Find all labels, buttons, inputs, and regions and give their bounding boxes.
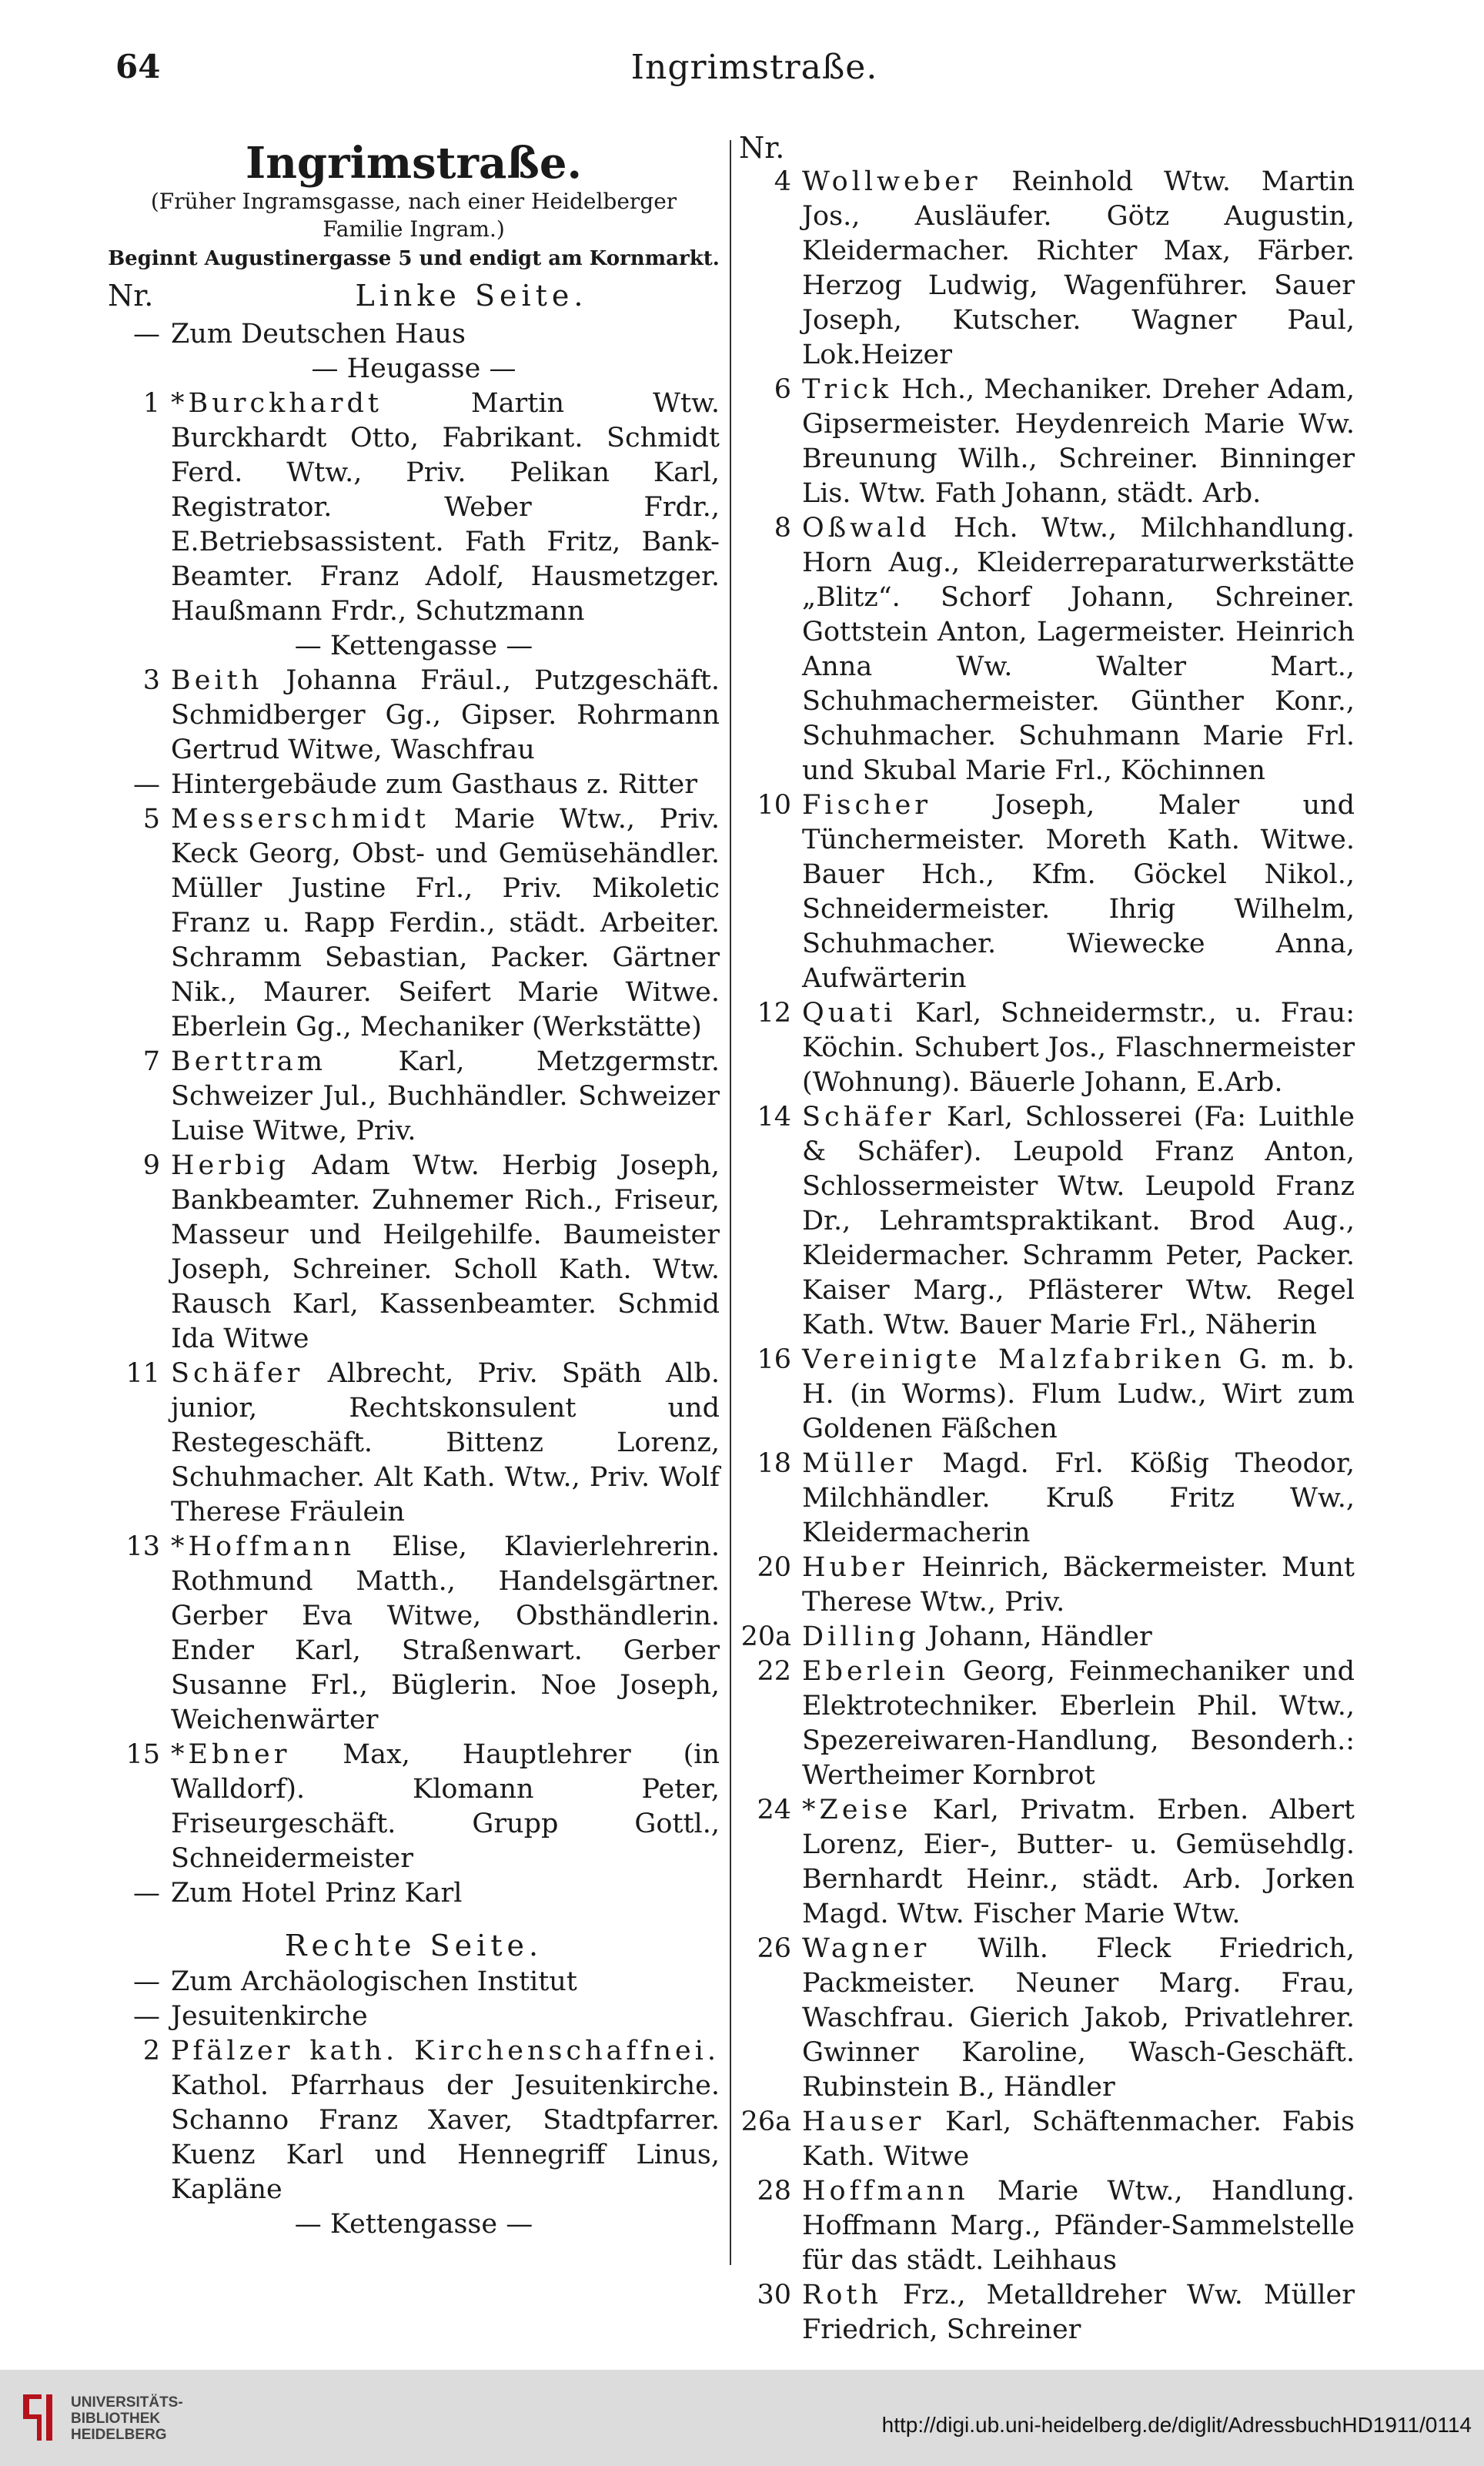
residents-text: Hintergebäude zum Gasthaus z. Ritter [171,769,697,800]
residents-text: Reinhold Wtw. Martin Jos., Ausläufer. Götz Augustin, Kleidermacher. Richter Max, Färber. Herzog Ludwig, Wagenführer. Sauer Joseph, Kutscher. Wagner Paul, Lok.Heizer [802,166,1355,370]
house-number: 3 [142,665,160,696]
residents-text: Johann, Händler [919,1621,1152,1652]
entry-text [791,2174,1355,2278]
residents-text: Hch., Mechaniker. Dreher Adam, Gipsermeister. Heydenreich Marie Ww. Breunung Wilh., Schreiner. Binninger Lis. Wtw. Fath Johann, städt. Arb. [802,374,1355,509]
entry-text [791,1793,1355,1932]
house-number: — [133,1878,160,1909]
running-title: Ingrimstraße. [630,48,878,87]
left-side-label: Linke Seite. [355,279,588,313]
address-entry [739,1620,1355,1655]
owner-name: *Hoffmann [171,1531,356,1562]
owner-name: *Zeise [802,1795,912,1825]
entry-text [791,1932,1355,2105]
owner-name: *Burckhardt [171,388,383,419]
address-entry [108,1045,720,1149]
house-number: 15 [125,1739,160,1770]
entry-text [791,511,1355,788]
house-number: 12 [757,998,791,1029]
address-entry [739,1551,1355,1620]
entry-text [160,1738,720,1876]
residents-text: Marie Wtw., Priv. Keck Georg, Obst- und Gemüsehändler. Müller Justine Frl., Priv. Mikoletic Franz u. Rapp Ferdin., städt. Arbeiter. Schramm Sebastian, Packer. Gärtner Nik., Maurer. Seifert Marie Witwe. Eberlein Gg., Mechaniker (Werkstätte) [171,804,720,1042]
street-range: Beginnt Augustinergasse 5 und endigt am Kornmarkt. [108,247,720,270]
library-logo-icon[interactable] [18,2391,57,2444]
house-number: 9 [142,1150,160,1181]
residents-text: Georg, Feinmechaniker und Elektrotechniker. Eberlein Phil. Wtw., Spezereiwaren-Handlung, Besonderh.: Wertheimer Kornbrot [802,1656,1355,1791]
house-number: 20a [740,1621,791,1652]
entry-text [160,1876,720,1911]
residents-text: Kathol. Pfarrhaus der Jesuitenkirche. Schanno Franz Xaver, Stadtpfarrer. Kuenz Karl und Hennegriff Linus, Kapläne [171,2070,720,2205]
owner-name: Vereinigte Malzfabriken [802,1344,1225,1375]
residents-text: Karl, Schäftenmacher. Fabis Kath. Witwe [802,2106,1355,2172]
library-name [71,2394,183,2443]
footer-bar [0,2370,1484,2466]
residents-text: Heinrich, Bäckermeister. Munt Therese Wtw., Priv. [802,1552,1355,1618]
address-entry [108,802,720,1045]
entry-text [791,2105,1355,2174]
residents-text: Wilh. Fleck Friedrich, Packmeister. Neuner Marg. Frau, Waschfrau. Gierich Jakob, Privatlehrer. Gwinner Karoline, Wasch-Geschäft. Rubinstein B., Händler [802,1933,1355,2103]
owner-name: Quati [802,998,897,1029]
address-entry [739,2278,1355,2347]
entry-text [791,1620,1355,1655]
owner-name: Pfälzer kath. Kirchenschaffnei. [171,2036,720,2066]
owner-name: Oßwald [802,513,931,544]
house-number: 8 [774,513,791,544]
library-name-line: UNIVERSITÄTS- [71,2394,183,2411]
house-number: 4 [774,166,791,197]
address-entry [739,2174,1355,2278]
entry-text [160,1045,720,1149]
street-former-name: (Früher Ingramsgasse, nach einer Heidelberger Familie Ingram.) [150,189,677,242]
right-side-heading: Rechte Seite. [284,1929,543,1962]
house-number: — [133,1966,160,1997]
house-number: 13 [125,1531,160,1562]
residents-text: Jesuitenkirche [171,2001,368,2032]
entry-text [791,2278,1355,2347]
house-number: 20 [757,1552,791,1583]
entry-text [160,1965,720,1999]
page-header [108,48,1401,94]
address-entry [108,317,720,352]
address-entry [739,165,1355,373]
entry-text [160,664,720,768]
owner-name: Berttram [171,1046,327,1077]
address-entry [108,1738,720,1876]
owner-name: Beith [171,665,263,696]
owner-name: Wagner [802,1933,931,1964]
owner-name: Huber [802,1552,908,1583]
residents-text: Adam Wtw. Herbig Joseph, Bankbeamter. Zuhnemer Rich., Friseur, Masseur und Heilgehilfe. Baumeister Joseph, Schreiner. Scholl Kath. Wtw. Rausch Karl, Kassenbeamter. Schmid Ida Witwe [171,1150,720,1354]
entry-text [160,1999,720,2034]
library-name-line: BIBLIOTHEK [71,2411,161,2427]
house-number: 6 [774,374,791,405]
entry-text [791,373,1355,511]
owner-name: Messerschmidt [171,804,429,835]
residents-text: G. m. b. H. (in Worms). Flum Ludw., Wirt zum Goldenen Fäßchen [802,1344,1355,1444]
entry-text [791,165,1355,373]
entry-text [160,1357,720,1530]
residents-text: Zum Archäologischen Institut [171,1966,577,1997]
nr-label: Nr. [108,279,154,313]
entry-text [791,1447,1355,1551]
entry-text [791,1343,1355,1447]
address-entry [108,664,720,768]
residents-text: Karl, Privatm. Erben. Albert Lorenz, Eier-, Butter- u. Gemüsehdlg. Bernhardt Heinr., städt. Arb. Jorken Magd. Wtw. Fischer Marie Wtw. [802,1795,1355,1929]
page-number: 64 [115,48,161,85]
address-entry [108,386,720,629]
address-entry [108,1149,720,1357]
house-number: 28 [757,2176,791,2207]
residents-text: Hch. Wtw., Milchhandlung. Horn Aug., Kleiderreparaturwerkstätte „Blitz“. Schorf Johann, Schreiner. Gottstein Anton, Lagermeister. Heinrich Anna Ww. Walter Mart., Schuhmachermeister. Günther Konr., Schuhmacher. Schuhmann Marie Frl. und Skubal Marie Frl., Köchinnen [802,513,1355,786]
address-entry [739,1655,1355,1793]
entry-text [791,1100,1355,1343]
owner-name: *Ebner [171,1739,291,1770]
address-entry [108,1965,720,1999]
owner-name: Roth [802,2280,883,2310]
house-number: 26a [740,2106,791,2137]
address-entry [739,511,1355,788]
right-column [739,131,1355,2347]
house-number: — [133,319,160,350]
entry-text [160,317,720,352]
house-number: 16 [757,1344,791,1375]
entry-text [160,1530,720,1738]
residents-text: Karl, Metzgermstr. Schweizer Jul., Buchhändler. Schweizer Luise Witwe, Priv. [171,1046,720,1146]
owner-name: Schäfer [802,1102,935,1133]
address-entry [739,1100,1355,1343]
house-number: 7 [142,1046,160,1077]
entry-text [160,1149,720,1357]
house-number: 1 [142,388,160,419]
owner-name: Hauser [802,2106,925,2137]
entry-text [791,1551,1355,1620]
cross-street: — Kettengasse — [294,631,533,661]
house-number: 5 [142,804,160,835]
address-entry [739,1447,1355,1551]
residents-text: Zum Hotel Prinz Karl [171,1878,463,1909]
residents-text: Frz., Metalldreher Ww. Müller Friedrich, Schreiner [802,2280,1355,2345]
column-divider [730,140,731,2265]
residents-text: Karl, Schlosserei (Fa: Luithle & Schäfer). Leupold Franz Anton, Schlossermeister Wtw. Leupold Franz Dr., Lehramtspraktikant. Brod Aug., Kleidermacher. Schramm Peter, Packer. Kaiser Marg., Pflästerer Wtw. Regel Kath. Wtw. Bauer Marie Frl., Näherin [802,1102,1355,1340]
residents-text: Albrecht, Priv. Späth Alb. junior, Rechtskonsulent und Restegeschäft. Bittenz Lorenz, Schuhmacher. Alt Kath. Wtw., Priv. Wolf Therese Fräulein [171,1358,720,1527]
entry-text [160,2034,720,2207]
address-entry [739,996,1355,1100]
entry-text [791,996,1355,1100]
right-entries [739,165,1355,2347]
address-entry [739,373,1355,511]
entry-text [160,768,720,802]
owner-name: Schäfer [171,1358,304,1389]
entry-text [160,802,720,1045]
residents-text: Martin Wtw. Burckhardt Otto, Fabrikant. Schmidt Ferd. Wtw., Priv. Pelikan Karl, Registrator. Weber Frdr., E.Betriebsassistent. Fath Fritz, Bank-Beamter. Franz Adolf, Hausmetzger. Haußmann Frdr., Schutzmann [171,388,720,627]
address-entry [108,1357,720,1530]
owner-name: Dilling [802,1621,920,1652]
address-entry [739,1793,1355,1932]
house-number: 24 [757,1795,791,1825]
owner-name: Müller [802,1448,917,1479]
cross-street: — Kettengasse — [294,2209,533,2240]
owner-name: Wollweber [802,166,981,197]
street-title: Ingrimstraße. [246,138,582,189]
house-number: 30 [757,2280,791,2310]
address-entry [739,788,1355,996]
owner-name: Trick [802,374,893,405]
right-nr-label: Nr. [739,131,785,165]
residents-text: Joseph, Maler und Tünchermeister. Moreth Kath. Witwe. Bauer Hch., Kfm. Göckel Nikol., Schneidermeister. Ihrig Wilhelm, Schuhmacher. Wiewecke Anna, Aufwärterin [802,790,1355,994]
entry-text [791,1655,1355,1793]
owner-name: Herbig [171,1150,289,1181]
house-number: 26 [757,1933,791,1964]
address-entry [739,1932,1355,2105]
owner-name: Fischer [802,790,932,821]
owner-name: Eberlein [802,1656,950,1687]
house-number: 2 [142,2036,160,2066]
cross-street: — Heugasse — [311,353,516,384]
address-entry [108,1999,720,2034]
left-side-heading [108,274,720,317]
house-number: — [133,2001,160,2032]
house-number: — [133,769,160,800]
house-number: 10 [757,790,791,821]
address-entry [108,2034,720,2207]
residents-text: Elise, Klavierlehrerin. Rothmund Matth., Handelsgärtner. Gerber Eva Witwe, Obsthändlerin. Ender Karl, Straßenwart. Gerber Susanne Frl., Büglerin. Noe Joseph, Weichenwärter [171,1531,720,1735]
library-name-line: HEIDELBERG [71,2427,167,2443]
entry-text [791,788,1355,996]
source-url-link[interactable]: http://digi.ub.uni-heidelberg.de/diglit/AdressbuchHD1911/0114 [881,2413,1472,2437]
left-column [108,131,720,2242]
house-number: 14 [757,1102,791,1133]
residents-text: Johanna Fräul., Putzgeschäft. Schmidberger Gg., Gipser. Rohrmann Gertrud Witwe, Waschfrau [171,665,720,765]
house-number: 11 [125,1358,160,1389]
address-entry [739,1343,1355,1447]
address-entry [108,1876,720,1911]
left-entries [108,317,720,2242]
address-entry [108,768,720,802]
house-number: 22 [757,1656,791,1687]
residents-text: Magd. Frl. Kößig Theodor, Milchhändler. Kruß Fritz Ww., Kleidermacherin [802,1448,1355,1548]
residents-text: Zum Deutschen Haus [171,319,466,350]
residents-text: Max, Hauptlehrer (in Walldorf). Klomann Peter, Friseurgeschäft. Grupp Gottl., Schneidermeister [171,1739,720,1874]
address-entry [739,2105,1355,2174]
house-number: 18 [757,1448,791,1479]
residents-text: Karl, Schneidermstr., u. Frau: Köchin. Schubert Jos., Flaschnermeister (Wohnung). Bäuerle Johann, E.Arb. [802,998,1355,1098]
address-entry [108,1530,720,1738]
entry-text [160,386,720,629]
owner-name: Hoffmann [802,2176,969,2207]
residents-text: Marie Wtw., Handlung. Hoffmann Marg., Pfänder-Sammelstelle für das städt. Leihhaus [802,2176,1355,2276]
